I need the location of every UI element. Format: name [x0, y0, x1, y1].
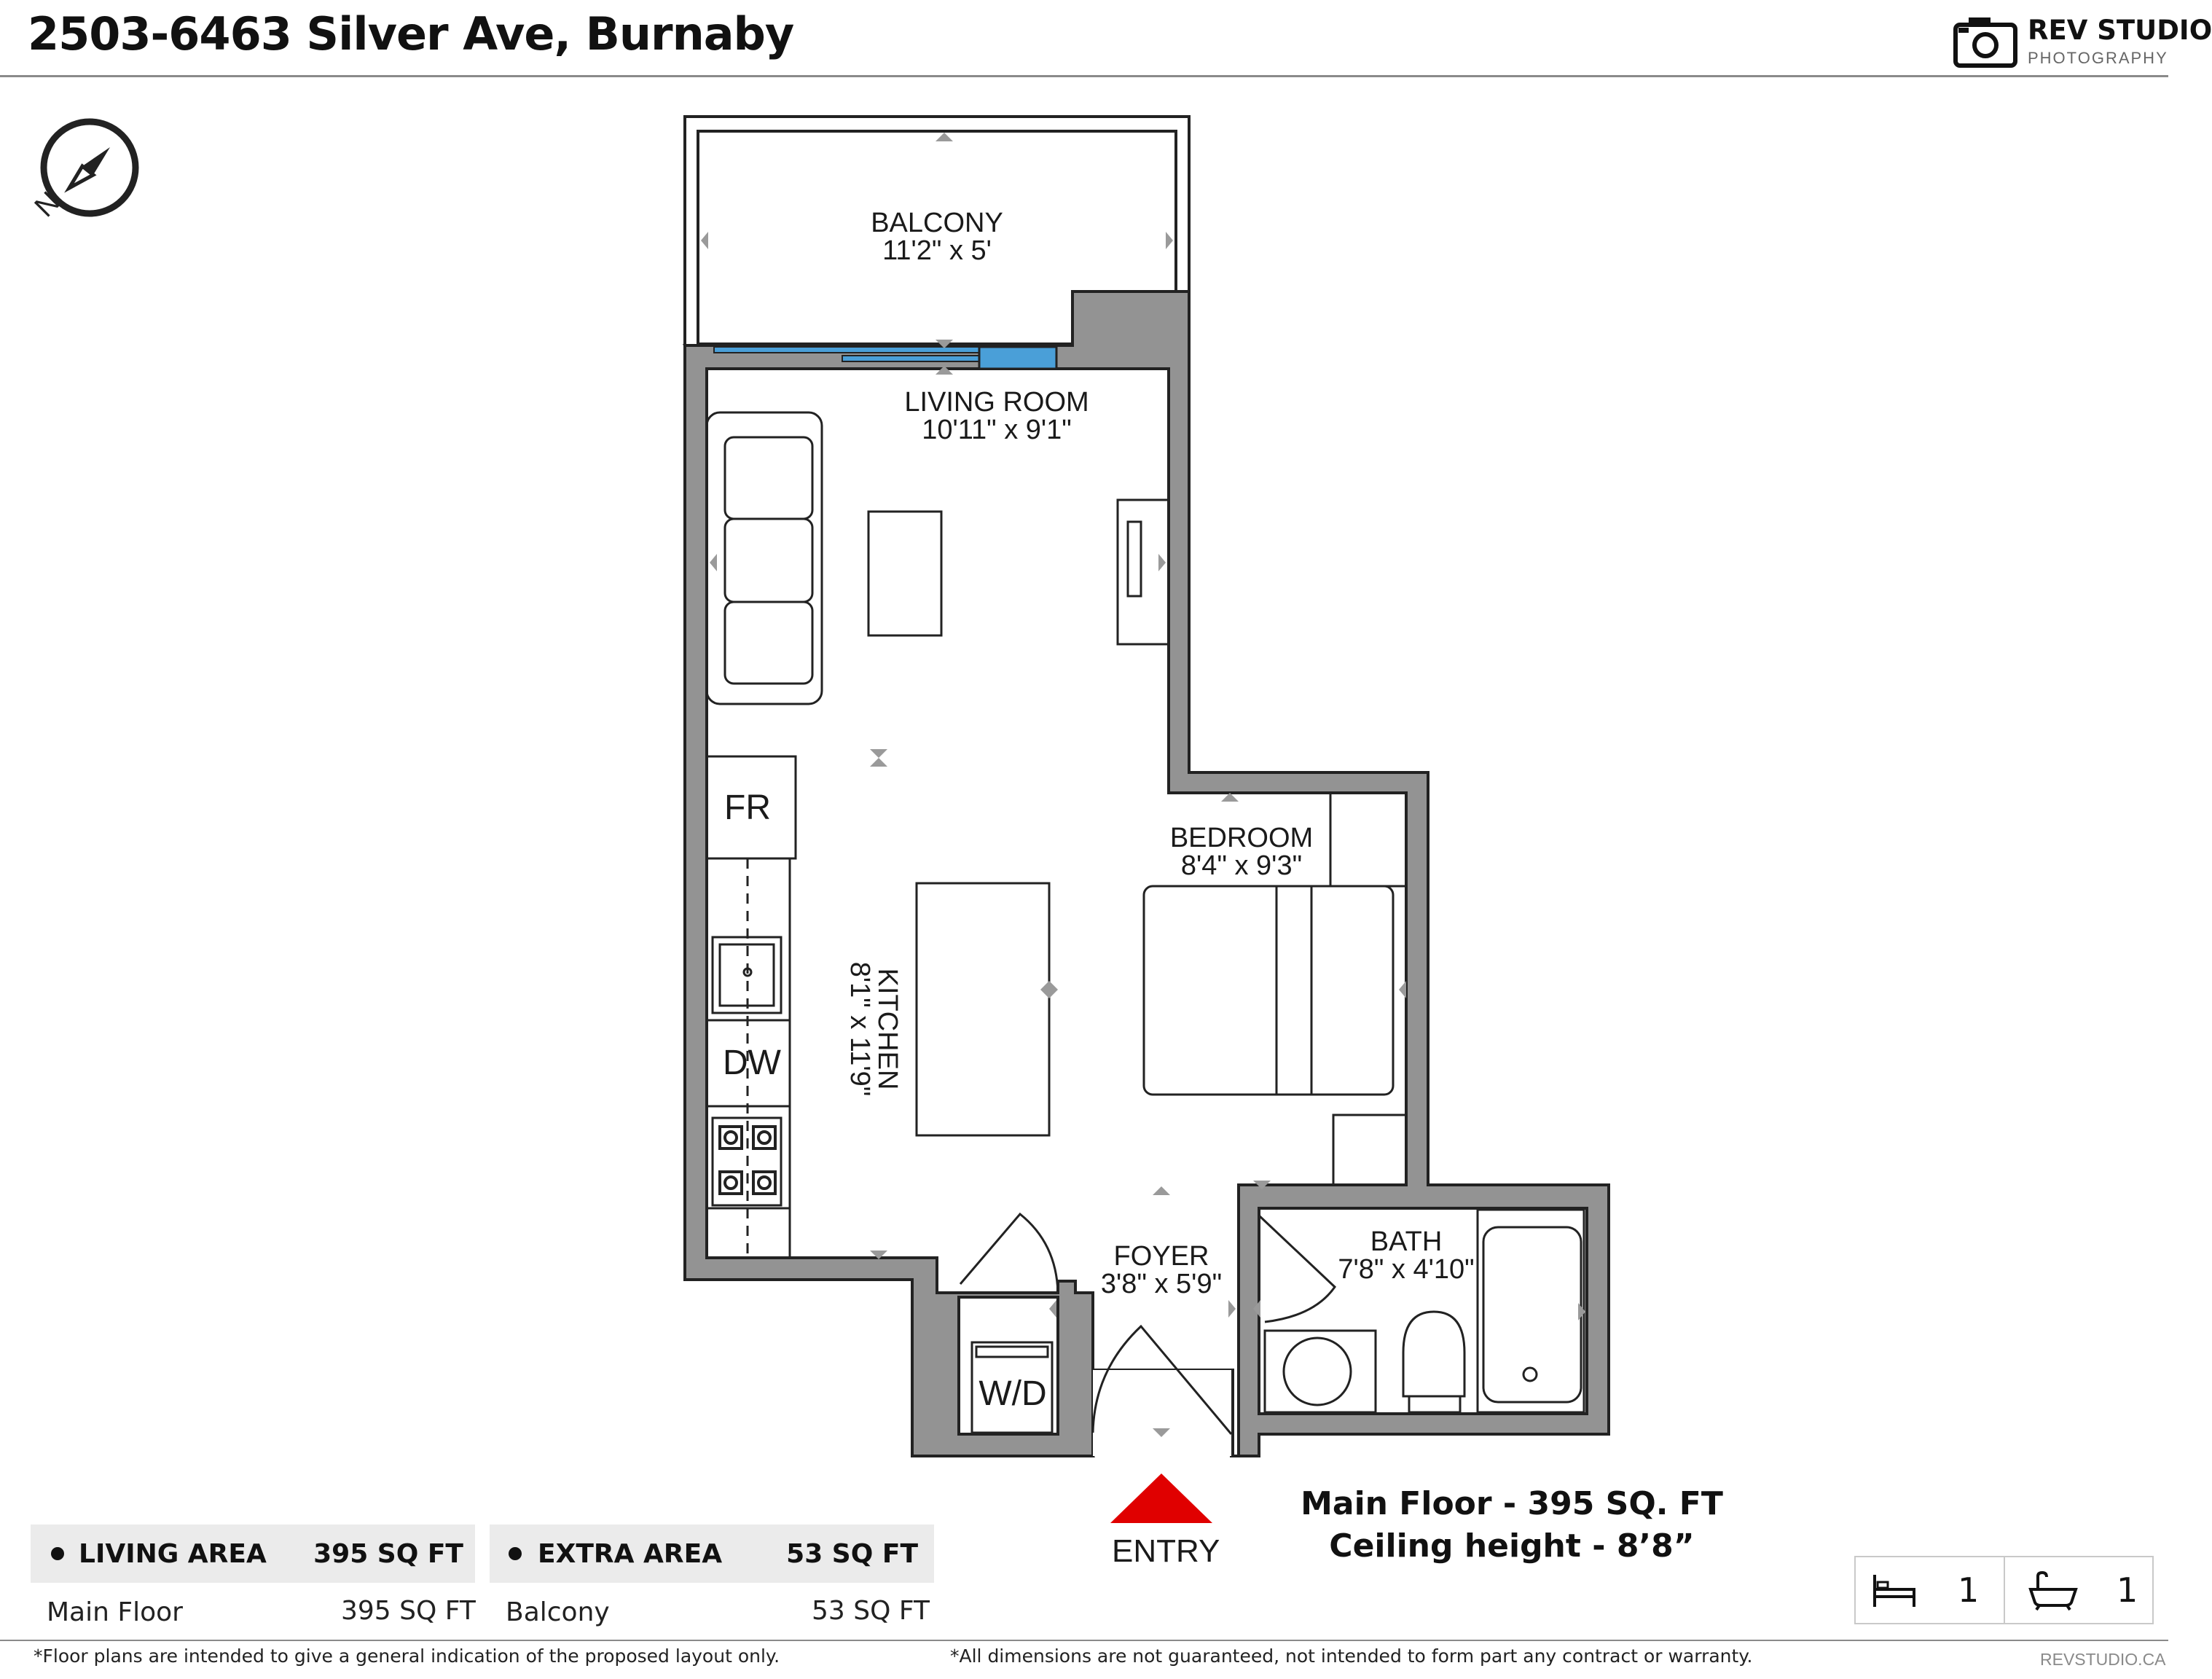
bedroom-label: BEDROOM	[1169, 823, 1314, 853]
fridge-label: FR	[724, 788, 771, 827]
floor-area-line: Main Floor - 395 SQ. FT	[1301, 1485, 1723, 1522]
living-area-title: LIVING AREA	[79, 1539, 267, 1569]
kitchen-size: 8'1" x 11'9"	[844, 961, 875, 1097]
compass-north-label: N	[28, 185, 66, 224]
footer-divider	[0, 1640, 2168, 1641]
disclaimer-dimensions: *All dimensions are not guaranteed, not intended to form part any contract or warranty.	[950, 1645, 1753, 1667]
counts-divider	[2004, 1557, 2005, 1623]
brand-tagline: PHOTOGRAPHY	[2028, 49, 2168, 67]
website-link[interactable]: REVSTUDIO.CA	[2040, 1650, 2166, 1669]
extra-area-title: EXTRA AREA	[538, 1539, 723, 1569]
bathroom-count: 1	[2117, 1570, 2138, 1610]
bedroom-count: 1	[1958, 1570, 1980, 1610]
bath-size: 7'8" x 4'10"	[1338, 1254, 1475, 1285]
entry-arrow-icon	[1110, 1473, 1212, 1523]
living-area-row-value: 395 SQ FT	[341, 1596, 476, 1626]
room-counts	[1854, 1556, 2154, 1624]
foyer-size: 3'8" x 5'9"	[1100, 1269, 1223, 1299]
dishwasher-label: DW	[723, 1044, 781, 1082]
foyer-label: FOYER	[1113, 1241, 1209, 1272]
brand-name: REV STUDIO	[2028, 15, 2212, 46]
extra-area-value: 53 SQ FT	[786, 1539, 918, 1569]
living-room-size: 10'11" x 9'1"	[922, 415, 1072, 445]
balcony-label: BALCONY	[871, 208, 1003, 238]
laundry-closet	[959, 1297, 1058, 1434]
entry-label: ENTRY	[1112, 1533, 1220, 1569]
bullet-icon	[51, 1547, 64, 1560]
kitchen-label: KITCHEN	[872, 968, 903, 1090]
page-title: 2503-6463 Silver Ave, Burnaby	[28, 7, 794, 60]
ceiling-height-line: Ceiling height - 8’8”	[1329, 1527, 1695, 1565]
extra-area-row-label: Balcony	[506, 1597, 610, 1627]
washer-dryer-label: W/D	[978, 1374, 1047, 1413]
living-area-header	[31, 1525, 475, 1583]
bathtub-icon	[2028, 1570, 2079, 1611]
living-area-row-label: Main Floor	[47, 1597, 183, 1627]
bath-label: BATH	[1370, 1226, 1443, 1257]
floor-summary	[1260, 1483, 1763, 1568]
extra-area-row-value: 53 SQ FT	[812, 1596, 930, 1626]
disclaimer-layout: *Floor plans are intended to give a general indication of the proposed layout only.	[34, 1645, 780, 1667]
living-area-value: 395 SQ FT	[313, 1539, 463, 1569]
bullet-icon	[509, 1547, 522, 1560]
bed-icon	[1872, 1572, 1917, 1610]
balcony-size: 11'2" x 5'	[882, 235, 992, 266]
living-room-label: LIVING ROOM	[904, 387, 1089, 418]
bedroom-size: 8'4" x 9'3"	[1180, 850, 1303, 881]
extra-area-header	[490, 1525, 934, 1583]
